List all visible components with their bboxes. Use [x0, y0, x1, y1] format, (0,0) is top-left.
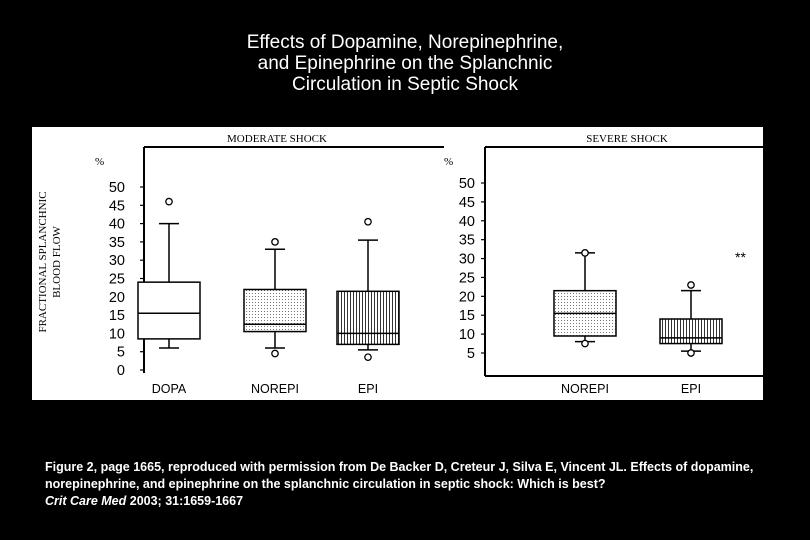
panel2-title: SEVERE SHOCK: [586, 133, 668, 145]
panel1-y-axis-label-1: FRACTIONAL SPLANCHNIC: [37, 191, 49, 333]
panel2-box-epi-iqr: [660, 319, 722, 344]
panel2-y-tick-label: 25: [458, 270, 475, 287]
caption-citation: 2003; 31:1659-1667: [126, 494, 244, 508]
panel2-y-tick-label: 35: [458, 232, 475, 249]
panel1-box-norepi-iqr: [244, 289, 306, 331]
panel2-y-unit: %: [444, 156, 454, 168]
caption-text: Figure 2, page 1665, reproduced with permission from De Backer D, Creteur J, Silva E, Vincent JL. Effects of dopamine, norepinephrine, and epinephrine on the splanchnic circulation in septic shock: Which is best?: [45, 460, 754, 491]
slide-title-line-1: Effects of Dopamine, Norepinephrine,: [246, 32, 564, 53]
panel1-y-tick-label: 15: [108, 308, 125, 325]
panel1-y-tick-label: 5: [116, 344, 125, 361]
panel1-box-epi-outlier: [365, 354, 371, 360]
panel2-y-tick-label: 45: [458, 194, 475, 211]
panel2-box-norepi-outlier: [582, 340, 588, 346]
panel1-y-tick-label: 20: [108, 289, 125, 306]
panel2-category-label-epi: EPI: [680, 382, 702, 396]
panel2-y-tick-label: 10: [458, 327, 475, 344]
panel2-box-norepi-outlier: [582, 250, 588, 256]
panel2-box-epi-outlier: [688, 350, 694, 356]
panel1-category-label-norepi: NOREPI: [251, 382, 299, 396]
panel1-category-label-dopa: DOPA: [151, 382, 187, 396]
panel2-y-tick-label: 20: [458, 289, 475, 306]
panel1-y-tick-label: 30: [108, 253, 125, 270]
slide-title-line-2: and Epinephrine on the Splanchnic: [257, 53, 553, 74]
caption-journal: Crit Care Med: [45, 494, 127, 508]
panel2-box-epi-outlier: [688, 282, 694, 288]
panel1-box-epi-outlier: [365, 219, 371, 225]
panel2-y-tick-label: 15: [458, 308, 475, 325]
panel1-y-axis-label-2: BLOOD FLOW: [51, 226, 63, 298]
panel1-box-epi-iqr: [337, 291, 399, 344]
panel1-box-norepi-outlier: [272, 239, 278, 245]
panel1-y-tick-label: 50: [108, 180, 125, 196]
panel1-y-tick-label: 10: [108, 326, 125, 343]
panel1-category-label-epi: EPI: [357, 382, 379, 396]
panel2-y-tick-label: 30: [458, 251, 475, 268]
panel2-y-tick-label: 5: [466, 346, 475, 362]
slide-title-line-3: Circulation in Septic Shock: [292, 74, 518, 95]
slide-title: [0, 32, 810, 95]
panel1-box-dopa-iqr: [138, 282, 200, 339]
panel1-y-unit: %: [95, 156, 105, 168]
panel2-category-label-norepi: NOREPI: [561, 382, 609, 396]
panel1-box-norepi-outlier: [272, 350, 278, 356]
boxplot-figure: [32, 127, 763, 400]
panel1-y-tick-label: 25: [108, 271, 125, 288]
panel1-y-tick-label: 45: [108, 198, 125, 215]
panel1-y-tick-label: 40: [108, 216, 125, 233]
panel1-y-tick-label: 0: [116, 363, 125, 379]
panel1-y-tick-label: 35: [108, 234, 125, 251]
panel2-y-tick-label: 40: [458, 213, 475, 230]
panel2-y-tick-label: 50: [458, 176, 475, 192]
figure-panel: [32, 127, 763, 400]
panel1-box-dopa-outlier: [166, 198, 172, 204]
figure-caption: [45, 459, 775, 510]
panel1-title: MODERATE SHOCK: [227, 133, 327, 145]
panel2-significance-annotation: **: [735, 249, 746, 265]
